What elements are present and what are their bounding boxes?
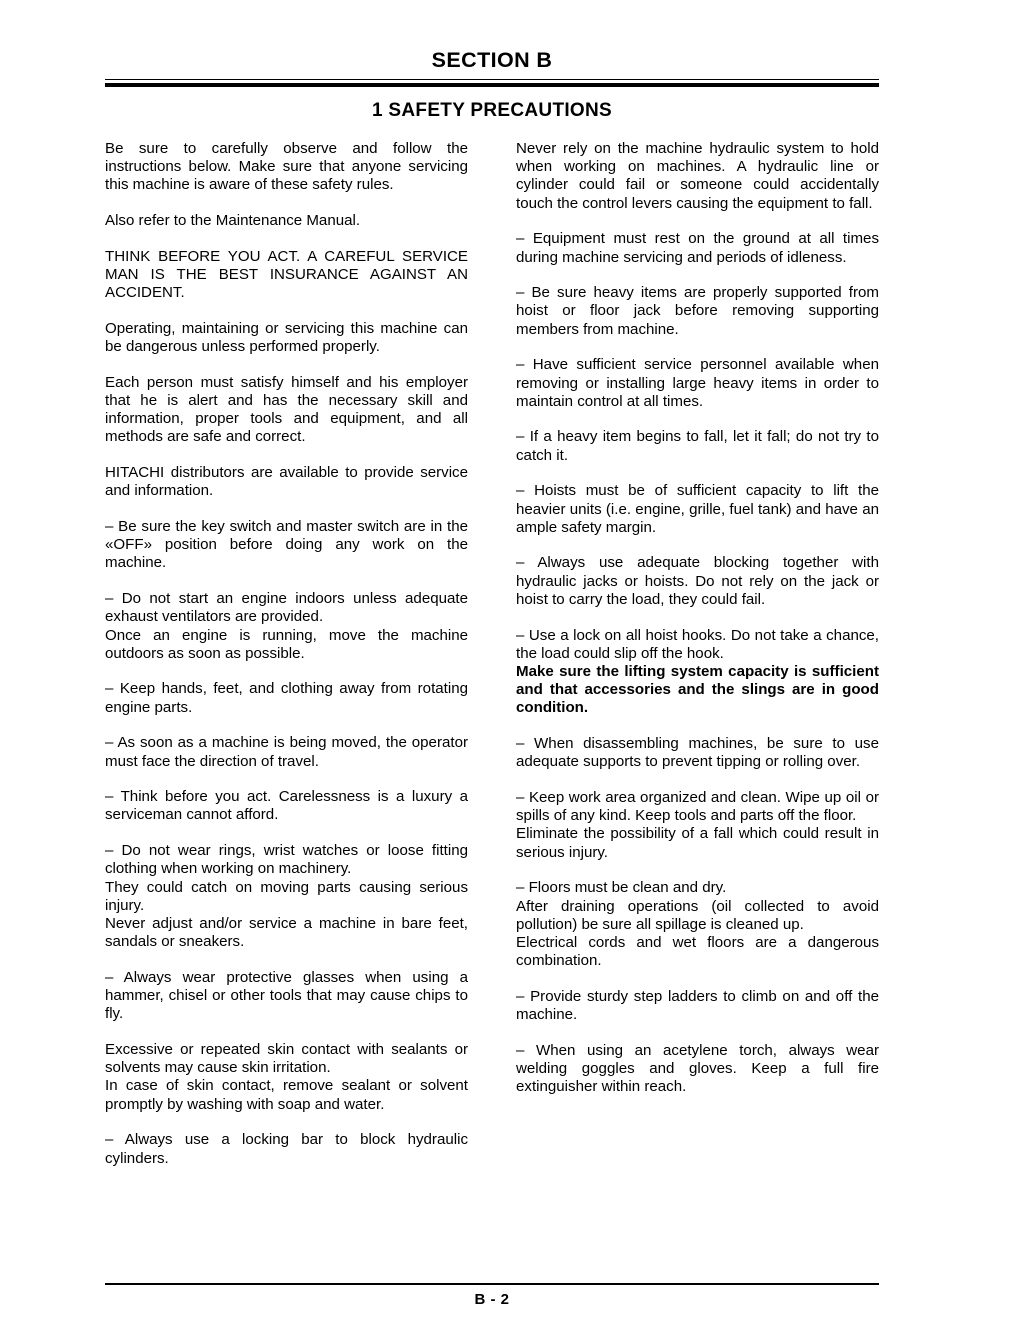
paragraph-line: HITACHI distributors are available to provide service and information.: [105, 464, 468, 500]
paragraph-line: Each person must satisfy himself and his employer that he is alert and has the necessary skill and information, proper tools and equipment, and all methods are safe and correct.: [105, 373, 468, 446]
paragraph-maintenance-manual: [105, 212, 468, 230]
paragraph-line: Also refer to the Maintenance Manual.: [105, 212, 361, 230]
paragraph-line: – Floors must be clean and dry.: [516, 879, 727, 897]
body-columns: [105, 140, 879, 1168]
paragraph-line: – Always use adequate blocking together with hydraulic jacks or hoists. Do not rely on the jack or hoist to carry the load, they could fail.: [516, 554, 879, 608]
paragraph-keep-hands-feet-clear: [105, 680, 468, 716]
paragraph-line: – Think before you act. Carelessness is a luxury a serviceman cannot afford.: [105, 788, 468, 824]
paragraph-line: – Use a lock on all hoist hooks. Do not take a chance, the load could slip off the hook.: [516, 626, 879, 662]
paragraph-line: Electrical cords and wet floors are a dangerous combination.: [516, 933, 879, 970]
paragraph-disassembling-machines: [516, 735, 879, 771]
paragraph-line: Operating, maintaining or servicing this machine can be dangerous unless performed properly.: [105, 319, 468, 356]
paragraph-floors-clean-dry: [516, 879, 879, 970]
paragraph-no-rings-watches: [105, 842, 468, 951]
paragraph-sufficient-service-personnel: [516, 356, 879, 411]
paragraph-line: – Do not start an engine indoors unless adequate exhaust ventilators are provided.: [105, 590, 468, 626]
paragraph-key-switch-off: [105, 518, 468, 573]
paragraph-equipment-rest-on-ground: [516, 230, 879, 266]
paragraph-emphasis: Make sure the lifting system capacity is sufficient and that accessories and the slings are in good condition.: [516, 662, 879, 717]
paragraph-line: – Have sufficient service personnel available when removing or installing large heavy items in order to maintain control at all times.: [516, 356, 879, 410]
paragraph-line: – When using an acetylene torch, always wear welding goggles and gloves. Keep a full fire extinguisher within reach.: [516, 1041, 879, 1096]
footer-rule: [105, 1283, 879, 1285]
paragraph-lock-on-hoist-hooks: [516, 627, 879, 718]
paragraph-locking-bar: [105, 1131, 468, 1167]
paragraph-line: – Always wear protective glasses when using a hammer, chisel or other tools that may cause chips to fly.: [105, 968, 468, 1023]
paragraph-never-rely-hydraulic: [516, 140, 879, 213]
paragraph-line: Excessive or repeated skin contact with sealants or solvents may cause skin irritation.: [105, 1041, 468, 1077]
paragraph-line: Never rely on the machine hydraulic system to hold when working on machines. A hydraulic line or cylinder could fail or someone could accidentally touch the control levers causing the equipment to fall.: [516, 140, 879, 212]
paragraph-face-direction-of-travel: [105, 734, 468, 770]
header-rule-thin: [105, 79, 879, 81]
paragraph-line: – As soon as a machine is being moved, the operator must face the direction of travel.: [105, 734, 468, 770]
page-title: 1 SAFETY PRECAUTIONS: [371, 99, 613, 121]
paragraph-step-ladders: [516, 988, 879, 1024]
paragraph-skin-contact-sealants: [105, 1041, 468, 1114]
paragraph-line: – Be sure heavy items are properly supported from hoist or floor jack before removing supporting members from machine.: [516, 284, 879, 338]
paragraph-engine-indoors: [105, 590, 468, 663]
paragraph-line: – When disassembling machines, be sure to use adequate supports to prevent tipping or rolling over.: [516, 735, 879, 771]
section-title: SECTION B: [431, 48, 553, 72]
paragraph-line: – Keep hands, feet, and clothing away from rotating engine parts.: [105, 680, 468, 716]
paragraph-protective-glasses: [105, 969, 468, 1024]
paragraph-line: THINK BEFORE YOU ACT. A CAREFUL SERVICE MAN IS THE BEST INSURANCE AGAINST AN ACCIDENT.: [105, 247, 468, 302]
paragraph-think-before-you-act: [105, 248, 468, 303]
paragraph-acetylene-torch: [516, 1042, 879, 1097]
paragraph-hoist-capacity: [516, 482, 879, 537]
right-column: [516, 140, 879, 1168]
page-footer: [105, 1283, 879, 1307]
paragraph-line: Never adjust and/or service a machine in bare feet, sandals or sneakers.: [105, 915, 468, 951]
paragraph-line: In case of skin contact, remove sealant or solvent promptly by washing with soap and water.: [105, 1077, 468, 1113]
header-rule-thick: [105, 83, 879, 87]
paragraph-heavy-items-supported: [516, 284, 879, 339]
paragraph-adequate-blocking: [516, 554, 879, 609]
page-header: [105, 50, 879, 120]
paragraph-line: Eliminate the possibility of a fall which could result in serious injury.: [516, 825, 879, 861]
paragraph-line: – Equipment must rest on the ground at all times during machine servicing and periods of idleness.: [516, 230, 879, 266]
header-double-rule: [105, 79, 879, 88]
paragraph-line: – If a heavy item begins to fall, let it fall; do not try to catch it.: [516, 428, 879, 464]
left-column: [105, 140, 468, 1168]
paragraph-line: – Provide sturdy step ladders to climb on and off the machine.: [516, 987, 879, 1024]
paragraph-line: – Be sure the key switch and master switch are in the «OFF» position before doing any work on the machine.: [105, 518, 468, 572]
paragraph-line: – Hoists must be of sufficient capacity to lift the heavier units (i.e. engine, grille, fuel tank) and have an ample safety margin.: [516, 482, 879, 536]
paragraph-operating-dangerous: [105, 320, 468, 356]
paragraph-line: – Always use a locking bar to block hydraulic cylinders.: [105, 1131, 468, 1167]
paragraph-line: – Do not wear rings, wrist watches or loose fitting clothing when working on machinery.: [105, 842, 468, 878]
paragraph-line: – Keep work area organized and clean. Wipe up oil or spills of any kind. Keep tools and parts off the floor.: [516, 788, 879, 825]
paragraph-line: They could catch on moving parts causing serious injury.: [105, 878, 468, 914]
paragraph-hitachi-distributors: [105, 464, 468, 500]
paragraph-line: Be sure to carefully observe and follow the instructions below. Make sure that anyone servicing this machine is aware of these safety rules.: [105, 140, 468, 194]
paragraph-let-falling-item-fall: [516, 428, 879, 464]
paragraph-line: Once an engine is running, move the machine outdoors as soon as possible.: [105, 626, 468, 662]
paragraph-work-area-clean: [516, 789, 879, 862]
paragraph-line: After draining operations (oil collected to avoid pollution) be sure all spillage is cleaned up.: [516, 897, 879, 933]
page-number: B - 2: [474, 1290, 510, 1308]
paragraph-think-before-act-short: [105, 788, 468, 824]
paragraph-each-person-satisfy: [105, 374, 468, 447]
paragraph-intro-observe: [105, 140, 468, 195]
